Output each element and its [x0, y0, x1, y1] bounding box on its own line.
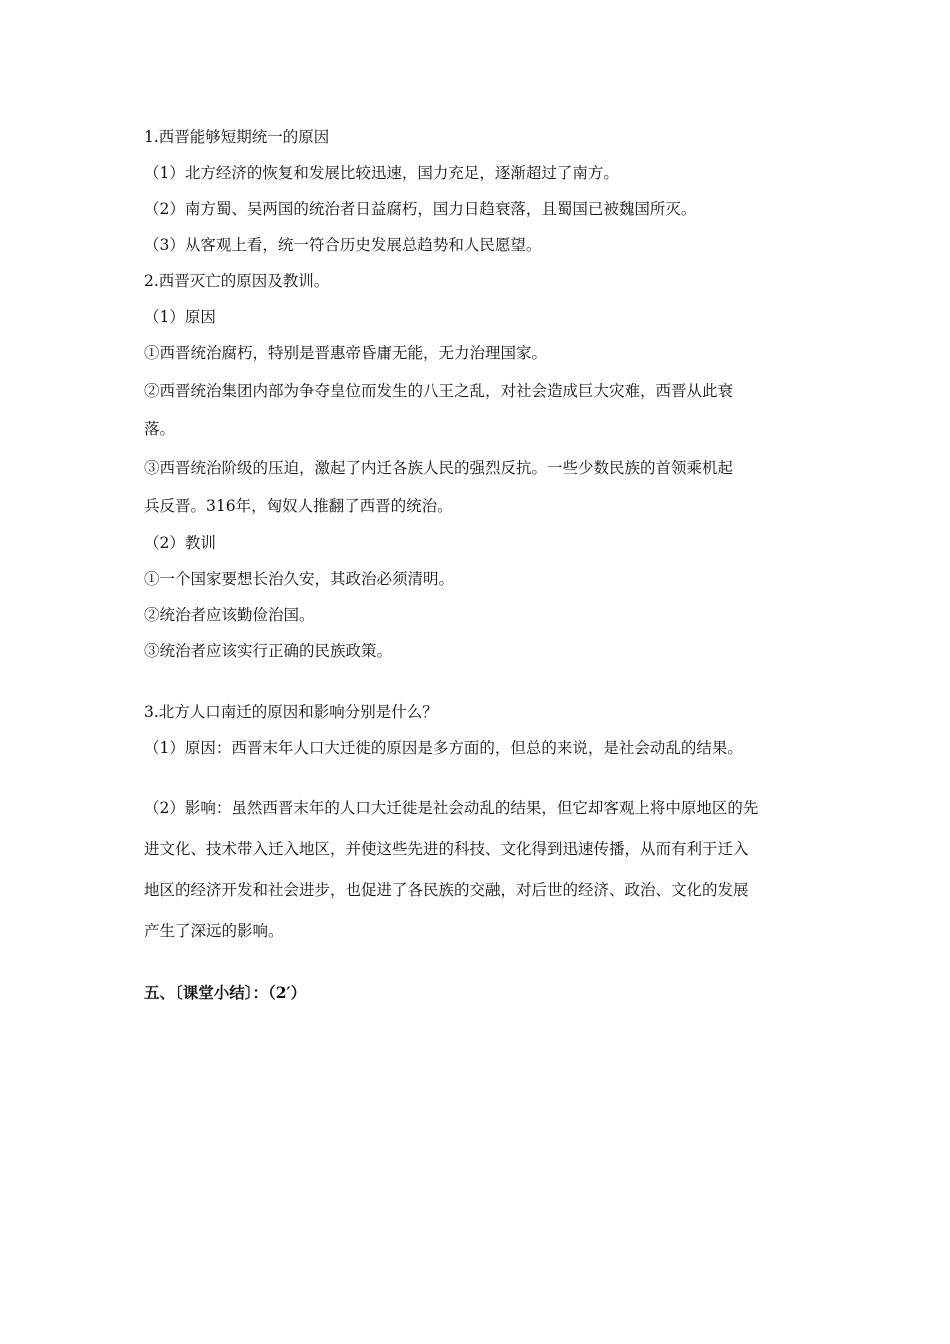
section-2-cause-2-line-1: ②西晋统治集团内部为争夺皇位而发生的八王之乱，对社会造成巨大灾难，西晋从此衰 [144, 382, 734, 400]
section-3-causes: （1）原因：西晋末年人口大迁徙的原因是多方面的，但总的来说，是社会动乱的结果。 [144, 739, 743, 757]
section-1-point-3: （3）从客观上看，统一符合历史发展总趋势和人民愿望。 [144, 236, 542, 254]
section-2-lesson-3: ③统治者应该实行正确的民族政策。 [144, 642, 393, 660]
section-2-heading: 2.西晋灭亡的原因及教训。 [144, 272, 330, 290]
section-2-cause-2-line-2: 落。 [144, 420, 176, 438]
section-2-subheading-causes: （1）原因 [144, 308, 216, 326]
section-2-cause-1: ①西晋统治腐朽，特别是晋惠帝昏庸无能，无力治理国家。 [144, 344, 548, 362]
section-3-impact-line-4: 产生了深远的影响。 [144, 922, 284, 940]
section-2-subheading-lessons: （2）教训 [144, 534, 216, 552]
section-2-lesson-1: ①一个国家要想长治久安，其政治必须清明。 [144, 570, 455, 588]
section-3-heading: 3.北方人口南迁的原因和影响分别是什么？ [144, 703, 438, 721]
section-1-heading: 1.西晋能够短期统一的原因 [144, 128, 330, 146]
section-1-point-1: （1）北方经济的恢复和发展比较迅速，国力充足，逐渐超过了南方。 [144, 164, 619, 182]
section-2-cause-3-line-1: ③西晋统治阶级的压迫，激起了内迁各族人民的强烈反抗。一些少数民族的首领乘机起 [144, 459, 734, 477]
section-3-impact-line-2: 进文化、技术带入迁入地区，并使这些先进的科技、文化得到迅速传播，从而有利于迁入 [144, 840, 749, 858]
section-2-lesson-2: ②统治者应该勤俭治国。 [144, 606, 315, 624]
section-3-impact-line-1: （2）影响：虽然西晋末年的人口大迁徙是社会动乱的结果，但它却客观上将中原地区的先 [144, 799, 759, 817]
section-2-cause-3-line-2: 兵反晋。316年，匈奴人推翻了西晋的统治。 [144, 497, 453, 515]
section-5-heading: 五、〔课堂小结〕：（2′） [144, 983, 307, 1002]
section-3-impact-line-3: 地区的经济开发和社会进步，也促进了各民族的交融，对后世的经济、政治、文化的发展 [144, 881, 749, 899]
section-1-point-2: （2）南方蜀、吴两国的统治者日益腐朽，国力日趋衰落，且蜀国已被魏国所灭。 [144, 200, 697, 218]
